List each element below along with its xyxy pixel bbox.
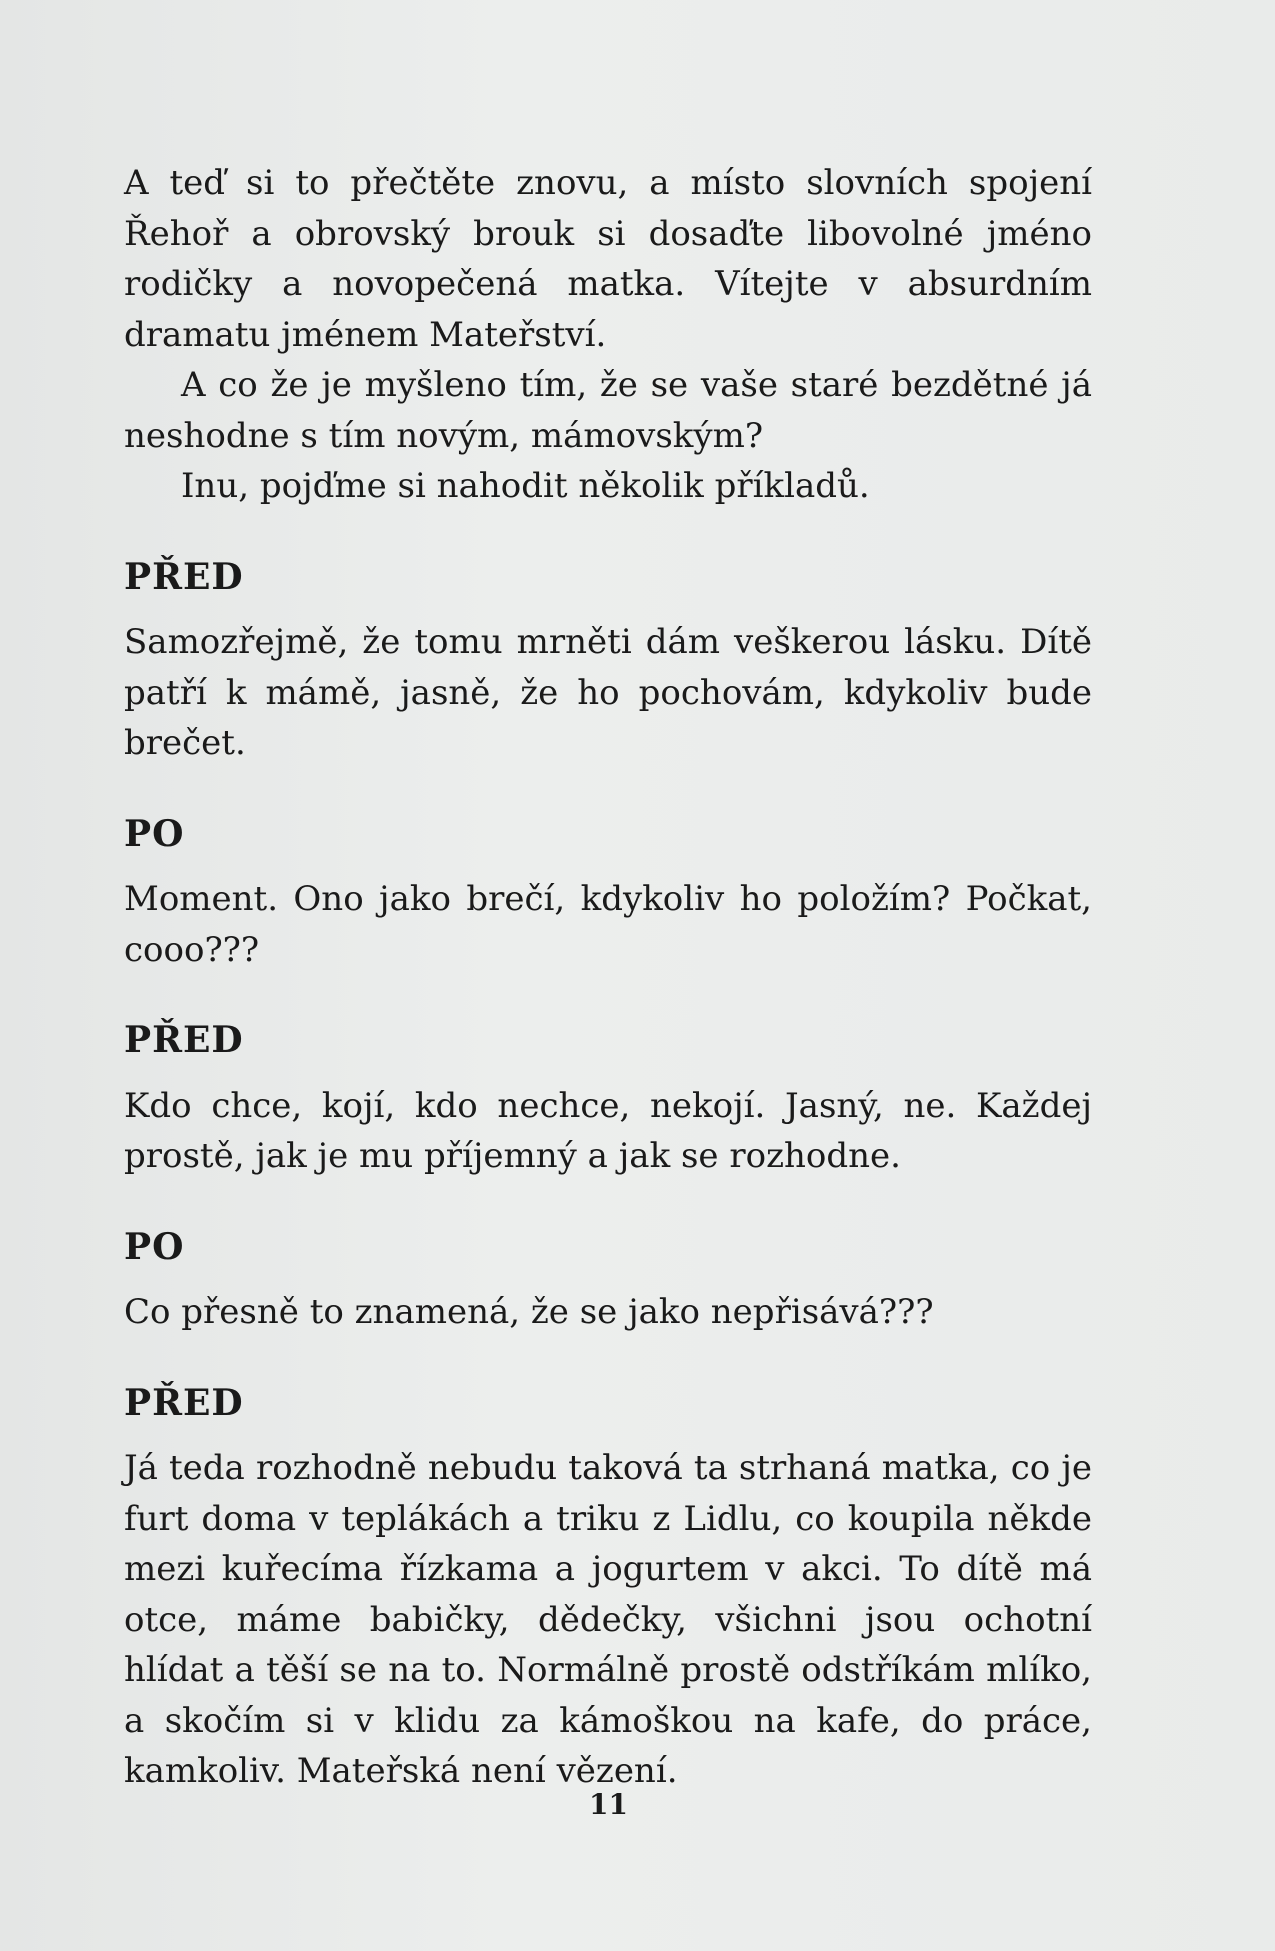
page-body — [124, 158, 1092, 1797]
intro-paragraph-3: Inu, pojďme si nahodit několik příkladů. — [181, 466, 870, 506]
intro-paragraph-1: A teď si to přečtěte znovu, a místo slovních spojení Řehoř a obrovský brouk si dosaďte libovolné jméno rodičky a novopečená matka. Vítejte v absurdním dramatu jménem Mateřství. — [124, 163, 1092, 355]
page-number: 11 — [589, 1788, 628, 1821]
section-text: Já teda rozhodně nebudu taková ta strhaná matka, co je furt doma v teplákách a triku z Lidlu, co koupila někde mezi kuřecíma řízkama a jogurtem v akci. To dítě má otce, máme babičky, dědečky, všichni jsou ochotní hlídat a těší se na to. Normálně prostě odstříkám mlíko, a skočím si v klidu za kámoškou na kafe, do práce, kamkoliv. Mateřská není vězení. — [124, 1448, 1092, 1791]
section-heading: PŘED — [124, 1381, 244, 1424]
section-text: Kdo chce, kojí, kdo nechce, nekojí. Jasný, ne. Každej prostě, jak je mu příjemný a jak se rozhodne. — [124, 1085, 1092, 1176]
section-text: Co přesně to znamená, že se jako nepřisává??? — [124, 1292, 934, 1332]
section-heading: PŘED — [124, 555, 244, 598]
section-heading: PO — [124, 1225, 185, 1268]
section-text: Moment. Ono jako brečí, kdykoliv ho položím? Počkat, cooo??? — [124, 879, 1092, 970]
section-heading: PO — [124, 812, 185, 855]
section-text: Samozřejmě, že tomu mrněti dám veškerou lásku. Dítě patří k mámě, jasně, že ho pochovám, kdykoliv bude brečet. — [124, 622, 1092, 763]
intro-paragraph-2: A co že je myšleno tím, že se vaše staré bezdětné já neshodne s tím novým, mámovským? — [124, 365, 1092, 456]
section-heading: PŘED — [124, 1019, 244, 1061]
